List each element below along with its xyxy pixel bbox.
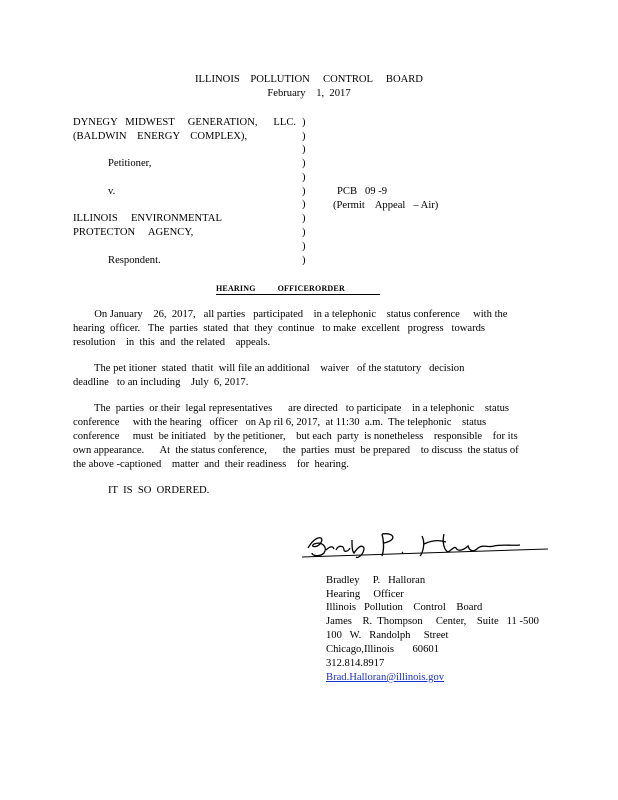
case-type: (Permit Appeal – Air) bbox=[333, 200, 439, 211]
signatory-agency: Illinois Pollution Control Board bbox=[326, 602, 483, 613]
petitioner-name-line1: DYNEGY MIDWEST GENERATION, LLC. bbox=[73, 117, 297, 128]
paragraph-1-line-1: On January 26, 2017, all parties participated in a telephonic status conference with the bbox=[73, 309, 508, 320]
paren: ) bbox=[302, 255, 306, 266]
versus-label: v. bbox=[108, 186, 116, 197]
address-line-1: James R. Thompson Center, Suite 11 -500 bbox=[326, 616, 539, 627]
paren: ) bbox=[302, 227, 306, 238]
order-date: February 1, 2017 bbox=[267, 88, 351, 99]
paren: ) bbox=[302, 199, 306, 210]
handwritten-signature bbox=[298, 526, 553, 562]
paragraph-3-line-3: conference must be initiated by the petitioner, but each party is nonetheless responsible for its bbox=[73, 431, 518, 442]
paragraph-1-line-3: resolution in this and the related appeals. bbox=[73, 337, 271, 348]
petitioner-label: Petitioner, bbox=[108, 158, 152, 169]
petitioner-name-line2: (BALDWIN ENERGY COMPLEX), bbox=[73, 131, 248, 142]
case-number: PCB 09 -9 bbox=[337, 186, 388, 197]
signatory-title: Hearing Officer bbox=[326, 589, 404, 600]
phone-number: 312.814.8917 bbox=[326, 658, 385, 669]
paragraph-1-line-2: hearing officer. The parties stated that they continue to make excellent progress towards bbox=[73, 323, 486, 334]
address-city: Chicago,Illinois 60601 bbox=[326, 644, 439, 655]
address-line-2: 100 W. Randolph Street bbox=[326, 630, 449, 641]
paren: ) bbox=[302, 186, 306, 197]
paren: ) bbox=[302, 131, 306, 142]
paren: ) bbox=[302, 172, 306, 183]
paragraph-3-line-2: conference with the hearing officer on Ap ril 6, 2017, at 11:30 a.m. The telephonic status bbox=[73, 417, 487, 428]
signatory-name: Bradley P. Halloran bbox=[326, 575, 426, 586]
paren: ) bbox=[302, 117, 306, 128]
paren: ) bbox=[302, 213, 306, 224]
paragraph-3-line-5: the above -captioned matter and their readiness for hearing. bbox=[73, 459, 349, 470]
paren: ) bbox=[302, 158, 306, 169]
paragraph-3-line-4: own appearance. At the status conference, the parties must be prepared to discuss the status of bbox=[73, 445, 519, 456]
respondent-name-line1: ILLINOIS ENVIRONMENTAL bbox=[73, 213, 222, 224]
closing-statement: IT IS SO ORDERED. bbox=[108, 485, 210, 496]
paragraph-3-line-1: The parties or their legal representatives are directed to participate in a telephonic status bbox=[73, 403, 510, 414]
order-title: HEARING OFFICERORDER bbox=[216, 283, 380, 295]
respondent-name-line2: PROTECTON AGENCY, bbox=[73, 227, 194, 238]
paragraph-2-line-1: The pet itioner stated thatit will file an additional waiver of the statutory decision bbox=[73, 363, 465, 374]
board-title: ILLINOIS POLLUTION CONTROL BOARD bbox=[195, 74, 423, 85]
email-link[interactable]: Brad.Halloran@illinois.gov bbox=[326, 672, 445, 683]
paragraph-2-line-2: deadline to an including July 6, 2017. bbox=[73, 377, 249, 388]
respondent-label: Respondent. bbox=[108, 255, 161, 266]
paren: ) bbox=[302, 241, 306, 252]
paren: ) bbox=[302, 144, 306, 155]
